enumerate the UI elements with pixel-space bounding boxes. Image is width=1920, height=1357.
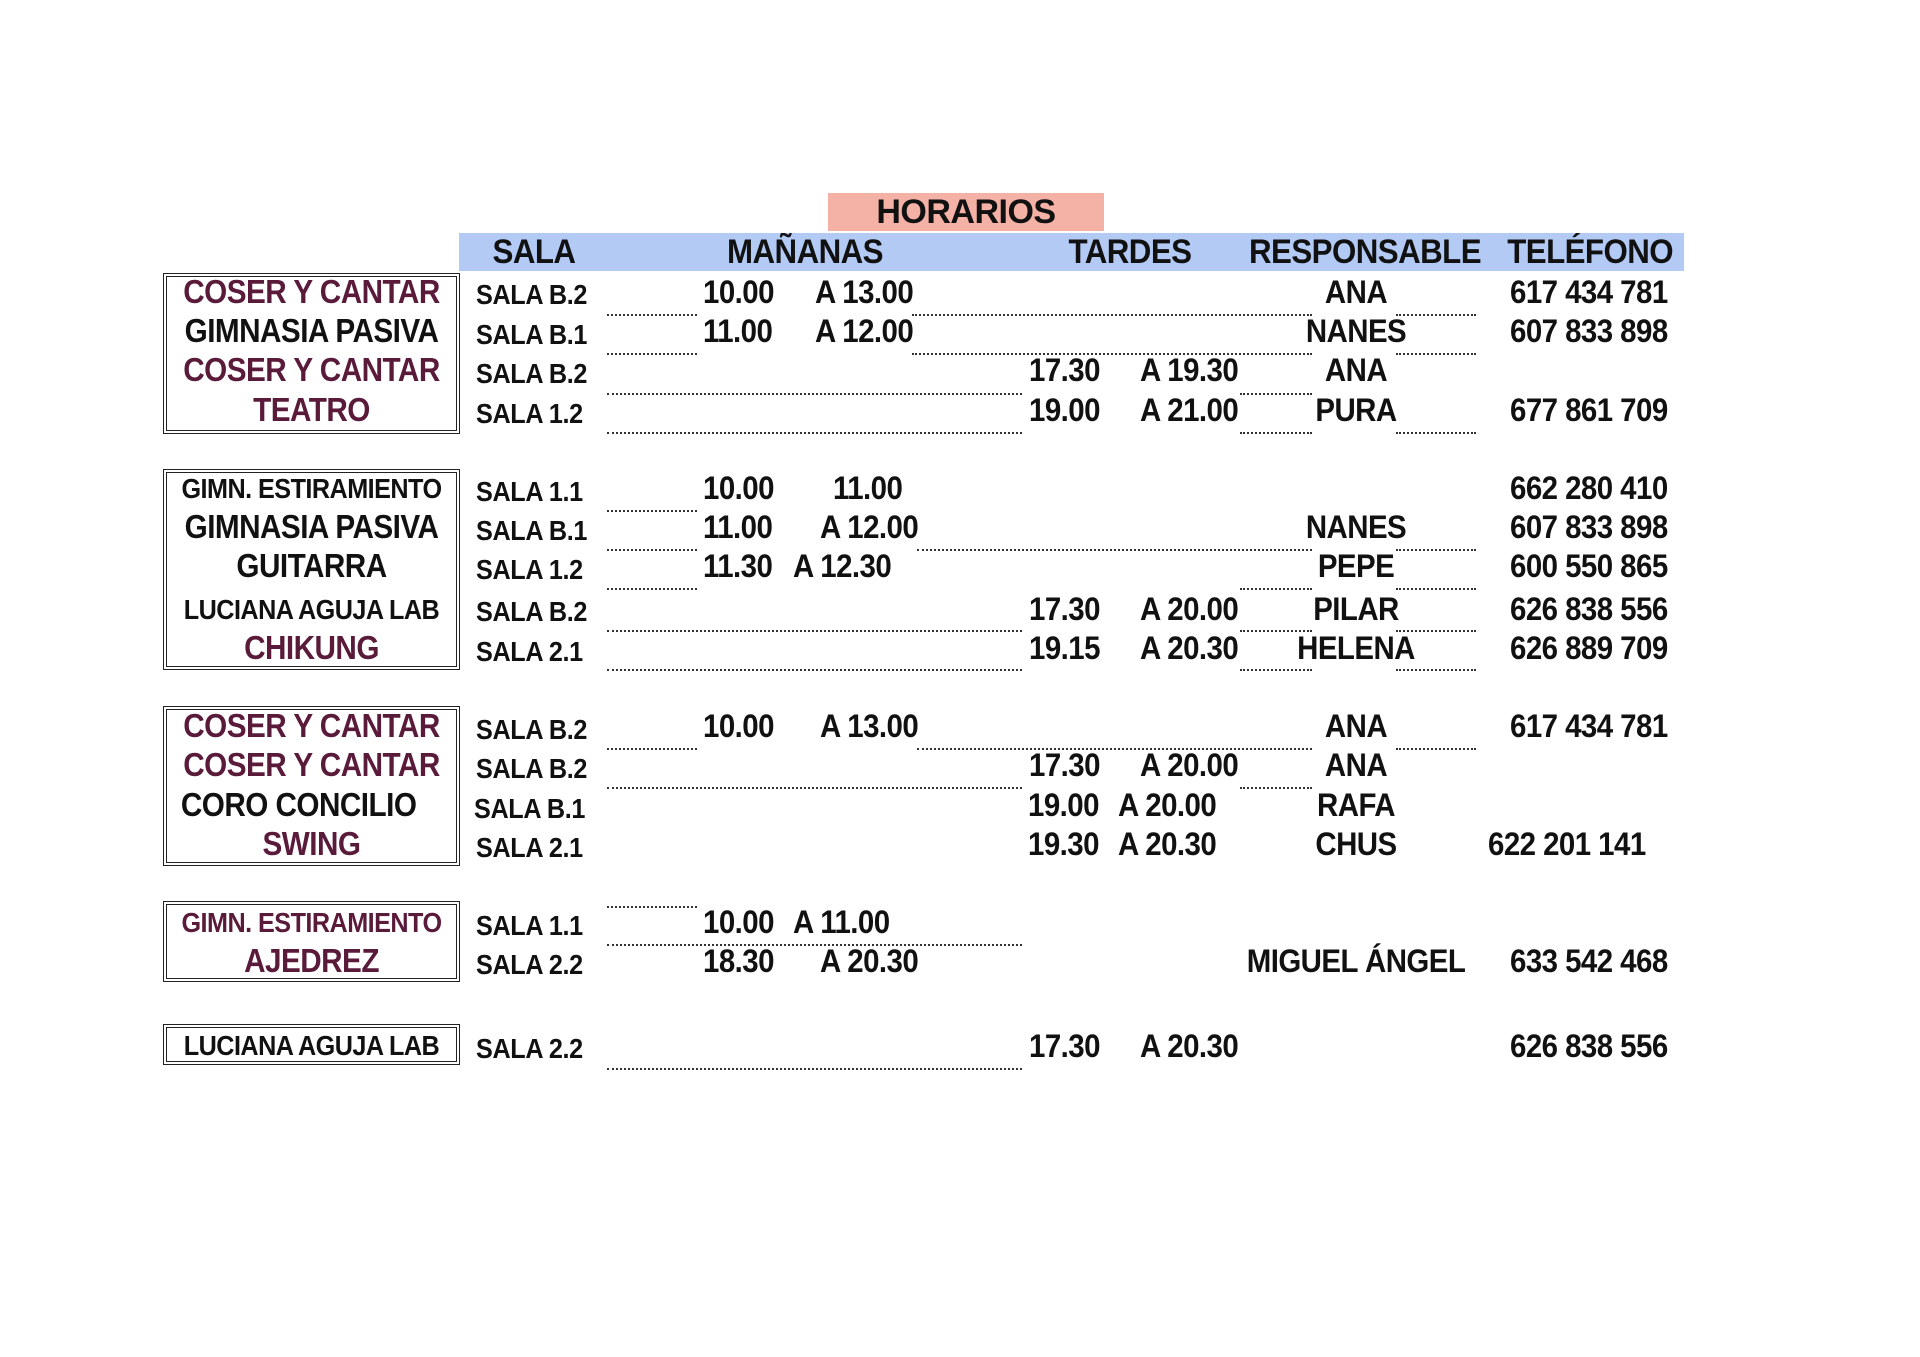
afternoon-end: A 21.00: [1140, 392, 1239, 428]
afternoon-start: 19.15: [1029, 630, 1100, 666]
sala-cell: SALA B.2: [476, 596, 588, 627]
activity-name: COSER Y CANTAR: [183, 273, 440, 310]
sala-cell: SALA 2.1: [476, 636, 583, 667]
header-tardes: TARDES: [1068, 233, 1192, 271]
responsable-cell: PEPE: [1317, 548, 1395, 584]
dotted-leader: [607, 630, 1022, 632]
activity-name: COSER Y CANTAR: [183, 351, 440, 388]
morning-end: A 12.30: [793, 548, 892, 584]
header-telefono: TELÉFONO: [1507, 233, 1674, 271]
afternoon-end: A 19.30: [1140, 352, 1239, 388]
dotted-leader: [917, 549, 1312, 551]
morning-start: 11.00: [703, 313, 773, 349]
sala-cell: SALA 1.2: [476, 398, 583, 429]
responsable-cell: ANA: [1324, 747, 1388, 783]
afternoon-start: 19.00: [1029, 392, 1100, 428]
dotted-leader: [607, 393, 1022, 395]
dotted-leader: [607, 432, 1022, 434]
dotted-leader: [607, 1068, 1022, 1070]
dotted-leader: [1240, 669, 1312, 671]
sala-cell: SALA B.1: [476, 319, 588, 350]
afternoon-end: A 20.30: [1140, 630, 1239, 666]
morning-end: A 12.00: [820, 509, 919, 545]
afternoon-start: 17.30: [1029, 352, 1100, 388]
activity-name: TEATRO: [253, 391, 370, 428]
dotted-leader: [1240, 588, 1312, 590]
morning-start: 10.00: [703, 470, 774, 506]
dotted-leader: [1396, 314, 1476, 316]
dotted-leader: [1240, 393, 1312, 395]
activity-name: CHIKUNG: [244, 629, 379, 666]
responsable-cell: ANA: [1324, 352, 1388, 388]
afternoon-end: A 20.00: [1118, 787, 1217, 823]
dotted-leader: [1396, 669, 1476, 671]
dotted-leader: [1396, 549, 1476, 551]
afternoon-start: 17.30: [1029, 1028, 1100, 1064]
dotted-leader: [912, 314, 1312, 316]
activity-name: GIMN. ESTIRAMIENTO: [181, 907, 442, 938]
activity-name: AJEDREZ: [244, 942, 379, 979]
sala-cell: SALA B.2: [476, 279, 588, 310]
responsable-cell: NANES: [1305, 313, 1407, 349]
page-title: HORARIOS: [828, 193, 1104, 231]
dotted-leader: [1240, 630, 1312, 632]
responsable-cell: HELENA: [1297, 630, 1415, 666]
morning-end: A 13.00: [820, 708, 919, 744]
sala-cell: SALA 2.2: [476, 949, 583, 980]
activity-name: GUITARRA: [236, 547, 387, 584]
sala-cell: SALA B.1: [476, 515, 588, 546]
dotted-leader: [1396, 353, 1476, 355]
dotted-leader: [1240, 432, 1312, 434]
activity-name: GIMN. ESTIRAMIENTO: [181, 473, 442, 504]
responsable-cell: RAFA: [1317, 787, 1395, 823]
header-mananas: MAÑANAS: [726, 233, 883, 271]
sala-cell: SALA B.2: [476, 358, 588, 389]
dotted-leader: [607, 944, 1022, 946]
sala-cell: SALA 2.2: [476, 1033, 583, 1064]
morning-start: 10.00: [703, 274, 774, 310]
morning-start: 18.30: [703, 943, 774, 979]
sala-cell: SALA 1.1: [476, 910, 583, 941]
dotted-leader: [1396, 630, 1476, 632]
activity-name: SWING: [262, 825, 361, 862]
dotted-leader: [1240, 787, 1312, 789]
dotted-leader: [607, 748, 697, 750]
afternoon-end: A 20.30: [1140, 1028, 1239, 1064]
afternoon-end: A 20.00: [1140, 747, 1239, 783]
activity-name: LUCIANA AGUJA LAB: [183, 594, 440, 625]
activity-name: CORO CONCILIO: [180, 786, 417, 823]
dotted-leader: [912, 353, 1312, 355]
phone-cell: 617 434 781: [1510, 708, 1668, 744]
phone-cell: 633 542 468: [1510, 943, 1668, 979]
responsable-cell: ANA: [1324, 274, 1388, 310]
afternoon-end: A 20.00: [1140, 591, 1239, 627]
phone-cell: 626 838 556: [1510, 1028, 1668, 1064]
header-responsable: RESPONSABLE: [1248, 233, 1482, 271]
morning-end: 11.00: [833, 470, 903, 506]
phone-cell: 626 838 556: [1510, 591, 1668, 627]
morning-end: A 12.00: [815, 313, 914, 349]
responsable-cell: PURA: [1315, 392, 1397, 428]
morning-end: A 20.30: [820, 943, 919, 979]
responsable-cell: PILAR: [1313, 591, 1399, 627]
sala-cell: SALA 2.1: [476, 832, 583, 863]
responsable-cell: ANA: [1324, 708, 1388, 744]
responsable-cell: CHUS: [1315, 826, 1397, 862]
morning-start: 10.00: [703, 708, 774, 744]
phone-cell: 626 889 709: [1510, 630, 1668, 666]
dotted-leader: [607, 353, 697, 355]
phone-cell: 662 280 410: [1510, 470, 1668, 506]
header-sala: SALA: [492, 233, 576, 271]
phone-cell: 617 434 781: [1510, 274, 1668, 310]
phone-cell: 607 833 898: [1510, 313, 1668, 349]
morning-end: A 13.00: [815, 274, 914, 310]
morning-start: 11.30: [703, 548, 773, 584]
sala-cell: SALA B.1: [474, 793, 586, 824]
afternoon-end: A 20.30: [1118, 826, 1217, 862]
morning-start: 10.00: [703, 904, 774, 940]
dotted-leader: [607, 588, 697, 590]
activity-name: COSER Y CANTAR: [183, 746, 440, 783]
afternoon-start: 17.30: [1029, 747, 1100, 783]
responsable-cell: NANES: [1305, 509, 1407, 545]
sala-cell: SALA B.2: [476, 714, 588, 745]
phone-cell: 622 201 141: [1488, 826, 1646, 862]
phone-cell: 600 550 865: [1510, 548, 1668, 584]
dotted-leader: [1396, 748, 1476, 750]
phone-cell: 607 833 898: [1510, 509, 1668, 545]
dotted-leader: [1396, 432, 1476, 434]
activity-name: GIMNASIA PASIVA: [184, 312, 439, 349]
afternoon-start: 19.00: [1028, 787, 1099, 823]
sala-cell: SALA B.2: [476, 753, 588, 784]
morning-end: A 11.00: [793, 904, 890, 940]
activity-name: LUCIANA AGUJA LAB: [183, 1030, 440, 1061]
activity-name: COSER Y CANTAR: [183, 707, 440, 744]
dotted-leader: [607, 787, 1022, 789]
dotted-leader: [607, 549, 697, 551]
sala-cell: SALA 1.1: [476, 476, 583, 507]
dotted-leader: [607, 314, 697, 316]
responsable-cell: MIGUEL ÁNGEL: [1246, 943, 1466, 979]
dotted-leader: [607, 510, 697, 512]
dotted-leader: [607, 669, 1022, 671]
dotted-leader: [607, 906, 697, 908]
dotted-leader: [1396, 588, 1476, 590]
activity-name: GIMNASIA PASIVA: [184, 508, 439, 545]
afternoon-start: 19.30: [1028, 826, 1099, 862]
dotted-leader: [917, 748, 1312, 750]
phone-cell: 677 861 709: [1510, 392, 1668, 428]
morning-start: 11.00: [703, 509, 773, 545]
sala-cell: SALA 1.2: [476, 554, 583, 585]
afternoon-start: 17.30: [1029, 591, 1100, 627]
